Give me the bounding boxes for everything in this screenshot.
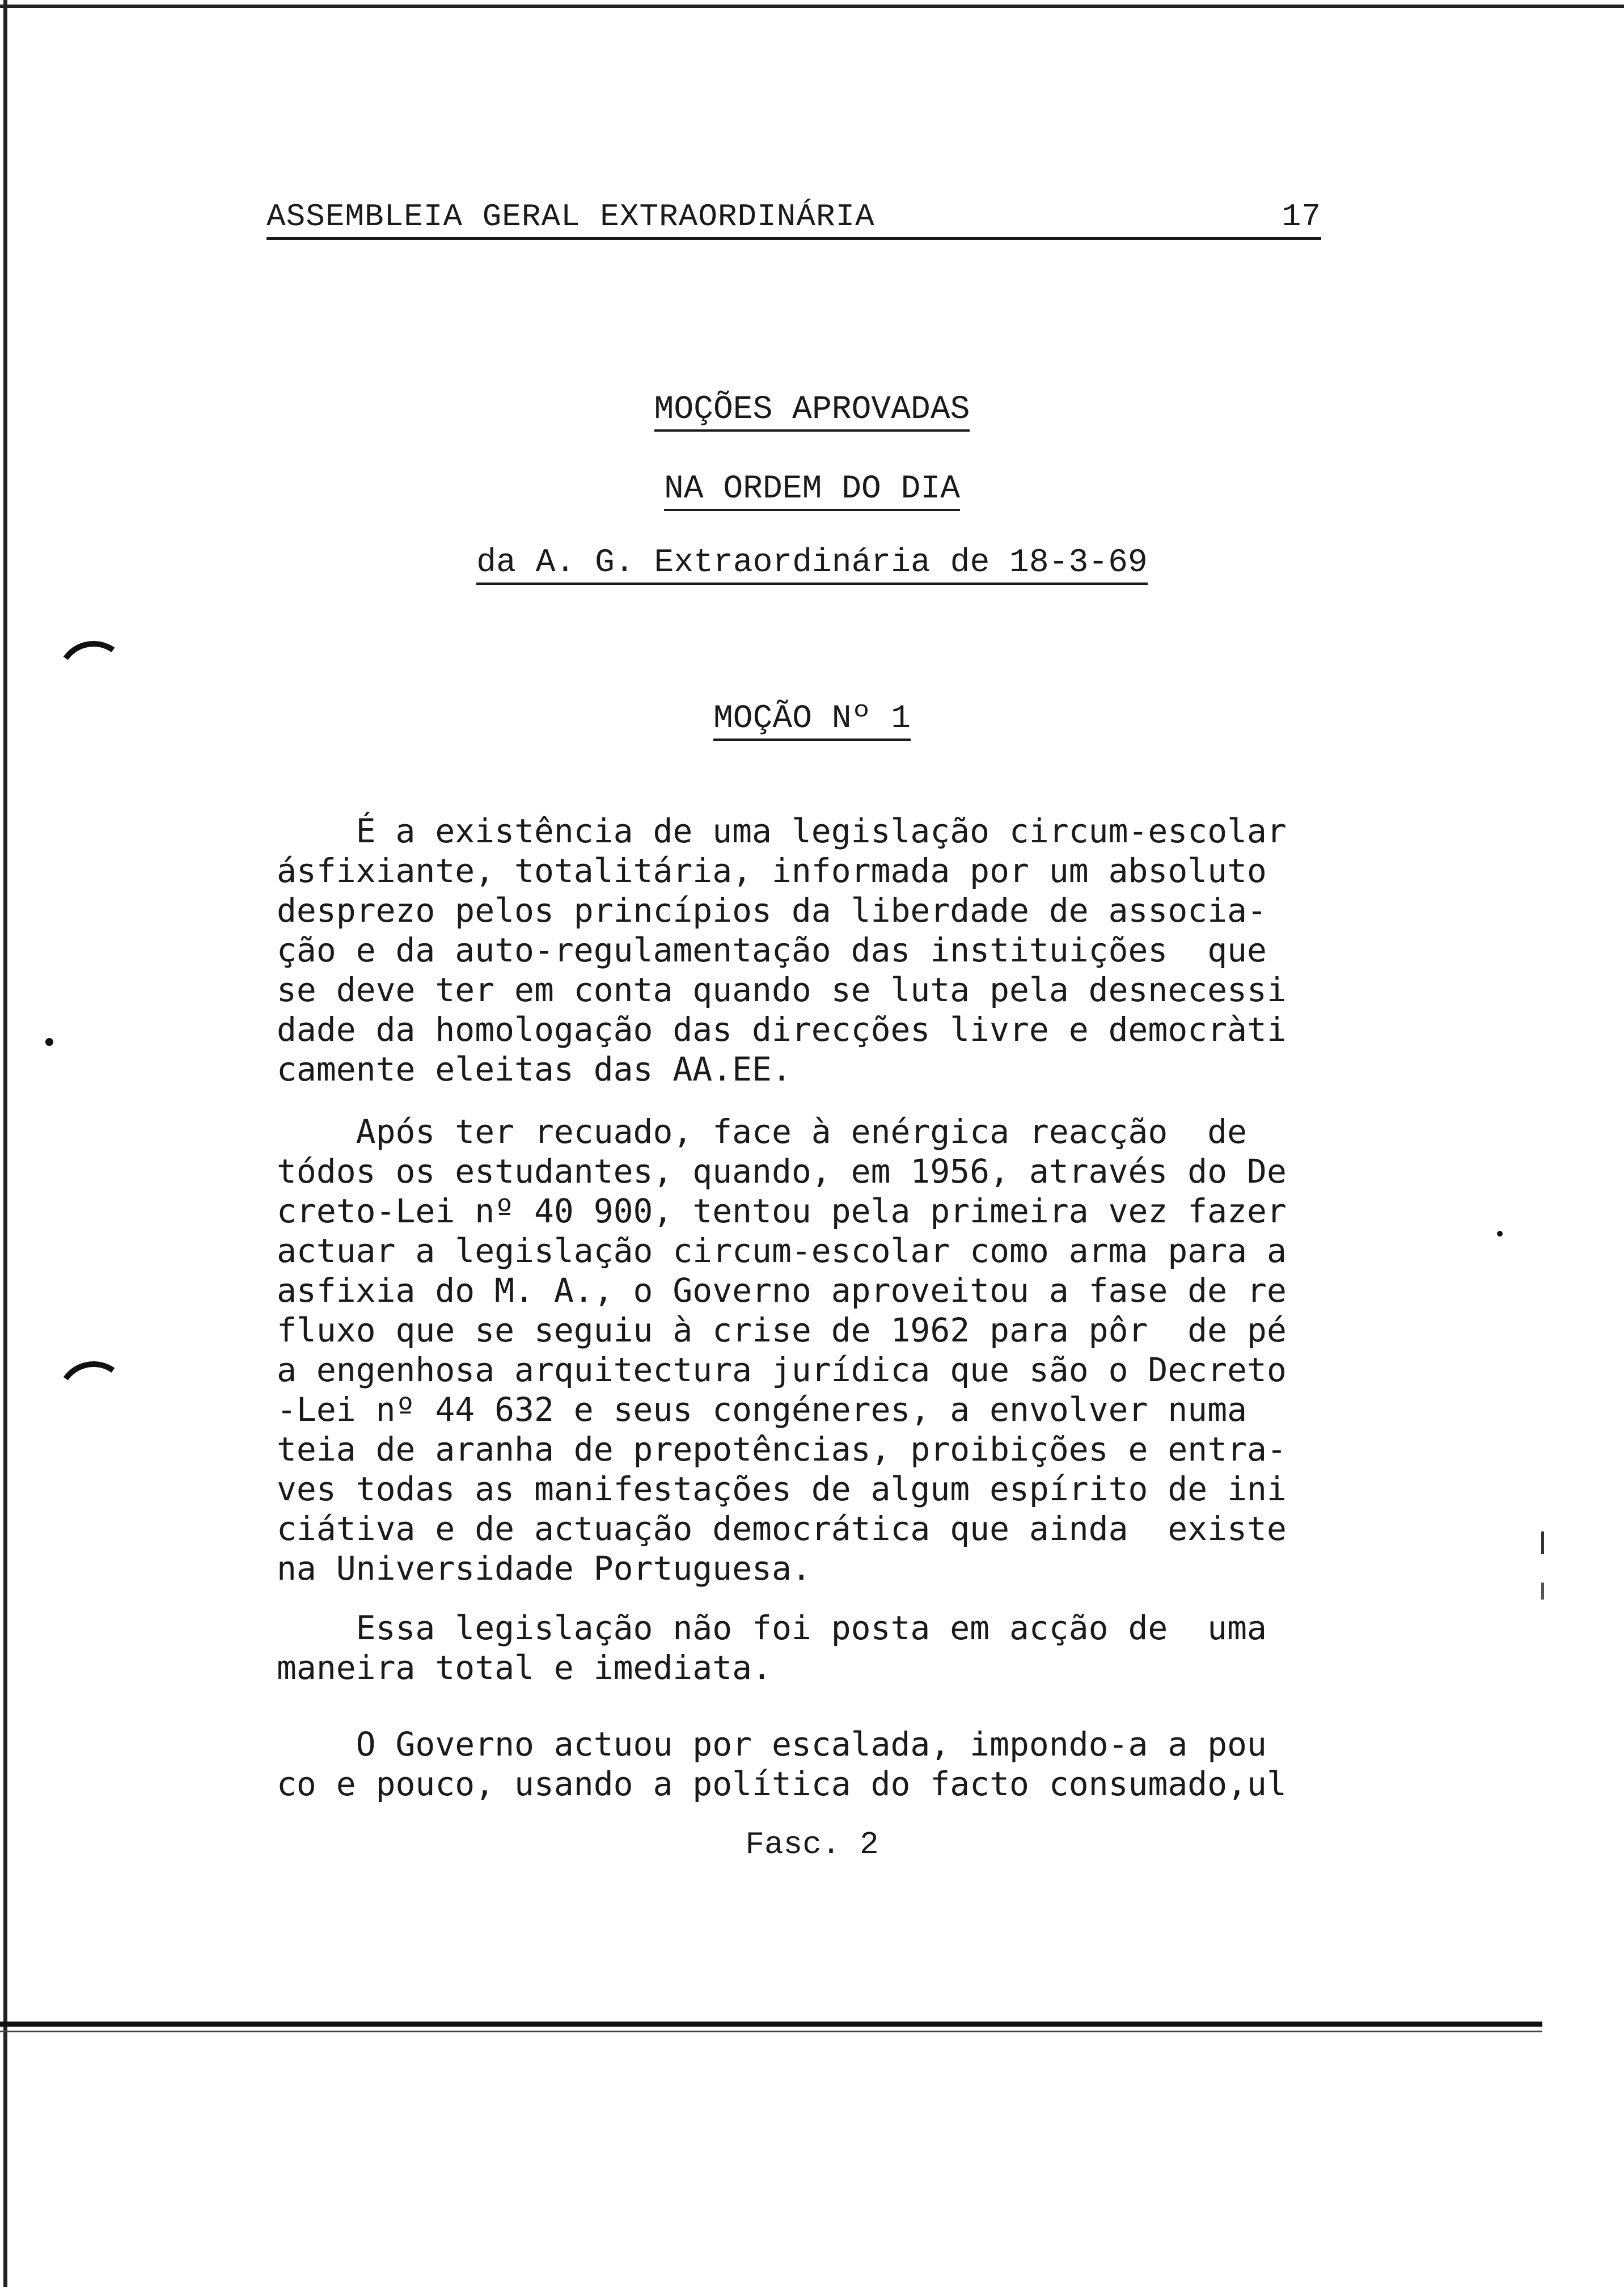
- scan-border-bottom-thin: [0, 2031, 1542, 2032]
- heading-text-3: da A. G. Extraordinária de 18-3-69: [476, 545, 1147, 585]
- scan-border-left: [3, 0, 7, 2287]
- running-header: [267, 199, 1321, 240]
- scan-border-bottom: [0, 2022, 1542, 2027]
- scan-speck: [1497, 1231, 1503, 1237]
- paragraph-1: É a existência de uma legislação circum-escolar ásfixiante, totalitária, informada por um absoluto desprezo pelos princípios da liberdade de associa- ção e da auto-regulamentação das instituições que se deve ter em conta quando se luta pela desnecessi dade da homologação das direcções livre e democràti camente eleitas das AA.EE.: [277, 812, 1287, 1088]
- scan-border-top: [0, 5, 1624, 8]
- motion-heading: [0, 701, 1624, 737]
- binder-hole-mark-icon: [51, 1356, 137, 1441]
- heading-text-2: NA ORDEM DO DIA: [664, 471, 960, 511]
- page-number: 17: [1282, 199, 1321, 235]
- paragraph-4: O Governo actuou por escalada, impondo-a a pou co e pouco, usando a política do facto consumado,ul: [277, 1725, 1287, 1803]
- header-title: ASSEMBLEIA GERAL EXTRAORDINÁRIA: [267, 199, 875, 235]
- fascicle-label: Fasc. 2: [745, 1826, 879, 1863]
- scan-mark: [1541, 1531, 1544, 1554]
- scan-speck: [45, 1038, 53, 1046]
- motion-title: MOÇÃO Nº 1: [713, 701, 911, 741]
- paragraph-2: Após ter recuado, face à enérgica reacção de tódos os estudantes, quando, em 1956, através do De creto-Lei nº 40 900, tentou pela primeira vez fazer actuar a legislação circum-escolar como arma para a asfixia do M. A., o Governo aproveitou a fase de re fluxo que se seguiu à crise de 1962 para pôr de pé a engenhosa arquitectura jurídica que são o Decreto -Lei nº 44 632 e seus congéneres, a envolver numa teia de aranha de prepotências, proibições e entra- ves todas as manifestações de algum espírito de ini ciátiva e de actuação democrática que ainda existe na Universidade Portuguesa.: [277, 1112, 1287, 1588]
- paragraph-3: Essa legislação não foi posta em acção de uma maneira total e imediata.: [277, 1609, 1267, 1687]
- scan-mark: [1541, 1583, 1544, 1600]
- heading-line-3: [0, 545, 1624, 581]
- heading-line-1: [0, 391, 1624, 428]
- heading-text-1: MOÇÕES APROVADAS: [654, 391, 970, 432]
- heading-line-2: [0, 471, 1624, 508]
